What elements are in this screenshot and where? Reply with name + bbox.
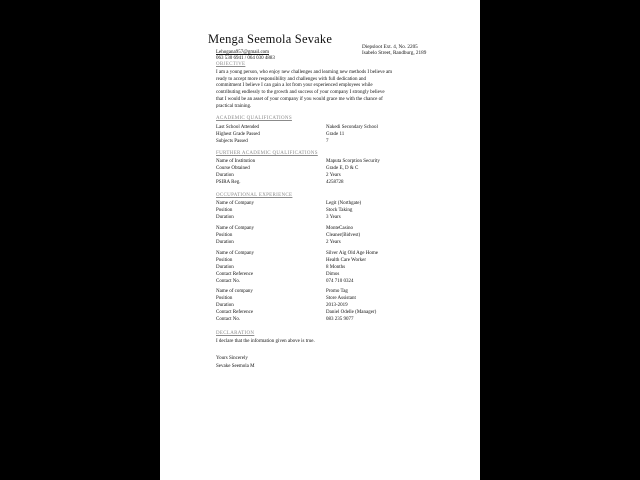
objective-line: I am a young person, who enjoy new challenges and learning new methods I believe am (216, 70, 393, 75)
experience-row (216, 215, 466, 221)
row-label: Contact Reference (216, 310, 254, 315)
objective-line: commitment I believe I can gain a lot from your experienced employees while (216, 83, 373, 89)
row-value: 4258728 (326, 180, 344, 185)
experience-row (216, 272, 466, 278)
row-value: Stock Taking (326, 208, 353, 213)
experience-row (216, 317, 466, 323)
row-value: Maputa Scorption Security (326, 159, 380, 164)
row-value: 8 Months (326, 265, 346, 270)
row-value: 2 Years (326, 240, 341, 245)
row-label: Course Obtained (216, 166, 250, 171)
row-label: Duration (216, 240, 234, 245)
row-value: Grade E, D & C (326, 166, 359, 171)
row-value: 2013-2019 (326, 303, 348, 308)
row-label: Name of Company (216, 201, 255, 206)
row-value: 083 235 9077 (326, 317, 354, 322)
row-value: 2 Years (326, 173, 341, 178)
resume-page (160, 0, 480, 480)
experience-row (216, 251, 466, 257)
row-value: 3 Years (326, 215, 341, 220)
row-value: Dimos (326, 272, 340, 277)
address-line-1: Diepsloot Ext. 4, No. 2205 (362, 44, 418, 50)
row-label: Name of Institution (216, 159, 256, 164)
objective-heading: OBJECTIVE (216, 62, 246, 67)
row-value: Cleaner(Bidvest) (326, 233, 361, 238)
further-row (216, 180, 466, 186)
row-label: Position (216, 296, 233, 301)
objective-line: ready to accept more responsibility and challenges with full dedication and (216, 76, 366, 82)
row-label: Name of Company (216, 226, 255, 231)
row-value: Promo Tag (326, 289, 348, 294)
row-label: Name of Company (216, 251, 255, 256)
phone-numbers: 063 530 6941 / 064 030 4883 (216, 56, 275, 61)
row-label: Duration (216, 265, 234, 270)
row-value: 7 (326, 139, 329, 144)
declaration-text: I declare that the information given above is true. (216, 339, 315, 344)
experience-heading: OCCUPATIONAL EXPERIENCE (216, 193, 293, 198)
row-value: Legit (Northgate) (326, 201, 362, 206)
objective-paragraph (216, 70, 416, 110)
experience-row (216, 233, 466, 239)
experience-row (216, 265, 466, 271)
row-label: Contact No. (216, 279, 241, 284)
experience-row (216, 258, 466, 264)
row-label: Duration (216, 303, 234, 308)
applicant-name: Menga Seemola Sevake (208, 32, 333, 46)
experience-row (216, 296, 466, 302)
academic-row (216, 125, 466, 131)
further-row (216, 159, 466, 165)
row-label: PSIRA Reg. (216, 180, 241, 185)
further-heading: FURTHER ACADEMIC QUALIFICATIONS (216, 151, 318, 156)
academic-row (216, 132, 466, 138)
row-label: Position (216, 208, 233, 213)
further-row (216, 166, 466, 172)
row-label: Contact No. (216, 317, 241, 322)
experience-row (216, 201, 466, 207)
row-label: Subjects Passed (216, 139, 248, 144)
objective-line: practical training. (216, 103, 252, 109)
experience-row (216, 279, 466, 285)
address-line-2: Isabelo Street, Randburg, 2189 (362, 50, 427, 56)
row-value: MonteCasino (326, 226, 353, 231)
experience-row (216, 226, 466, 232)
row-label: Position (216, 233, 233, 238)
academic-row (216, 139, 466, 145)
experience-row (216, 310, 466, 316)
row-label: Contact Reference (216, 272, 254, 277)
objective-line: contributing endlessly to the growth and success of your company I strongly believe (216, 90, 385, 96)
experience-row (216, 208, 466, 214)
row-label: Name of company (216, 289, 253, 294)
academic-heading: ACADEMIC QUALIFICATIONS (216, 116, 292, 121)
row-value: Health Care Worker (326, 258, 367, 263)
experience-row (216, 289, 466, 295)
experience-row (216, 240, 466, 246)
row-label: Last School Attended (216, 125, 260, 130)
row-value: Store Assistant (326, 296, 356, 301)
email-address: Lehogana957@gmail.com (216, 50, 270, 55)
declaration-heading: DECLARATION (216, 331, 255, 336)
closing-signature-name: Sevake Seemola M (216, 364, 255, 369)
closing-salutation: Yours Sincerely (216, 356, 248, 361)
row-label: Highest Grade Passed (216, 132, 260, 137)
experience-row (216, 303, 466, 309)
row-value: Silver Aig Old Age Home (326, 251, 378, 256)
objective-line: that I would be an asset of your company if you would grace me with the chance of (216, 96, 383, 102)
row-label: Duration (216, 173, 234, 178)
row-value: Grade 11 (326, 132, 345, 137)
row-label: Duration (216, 215, 234, 220)
further-row (216, 173, 466, 179)
row-value: Daniel Odelle (Manager) (326, 310, 377, 315)
row-value: 074 710 0324 (326, 279, 354, 284)
row-label: Position (216, 258, 233, 263)
row-value: Nakedi Secondary School (326, 125, 378, 130)
